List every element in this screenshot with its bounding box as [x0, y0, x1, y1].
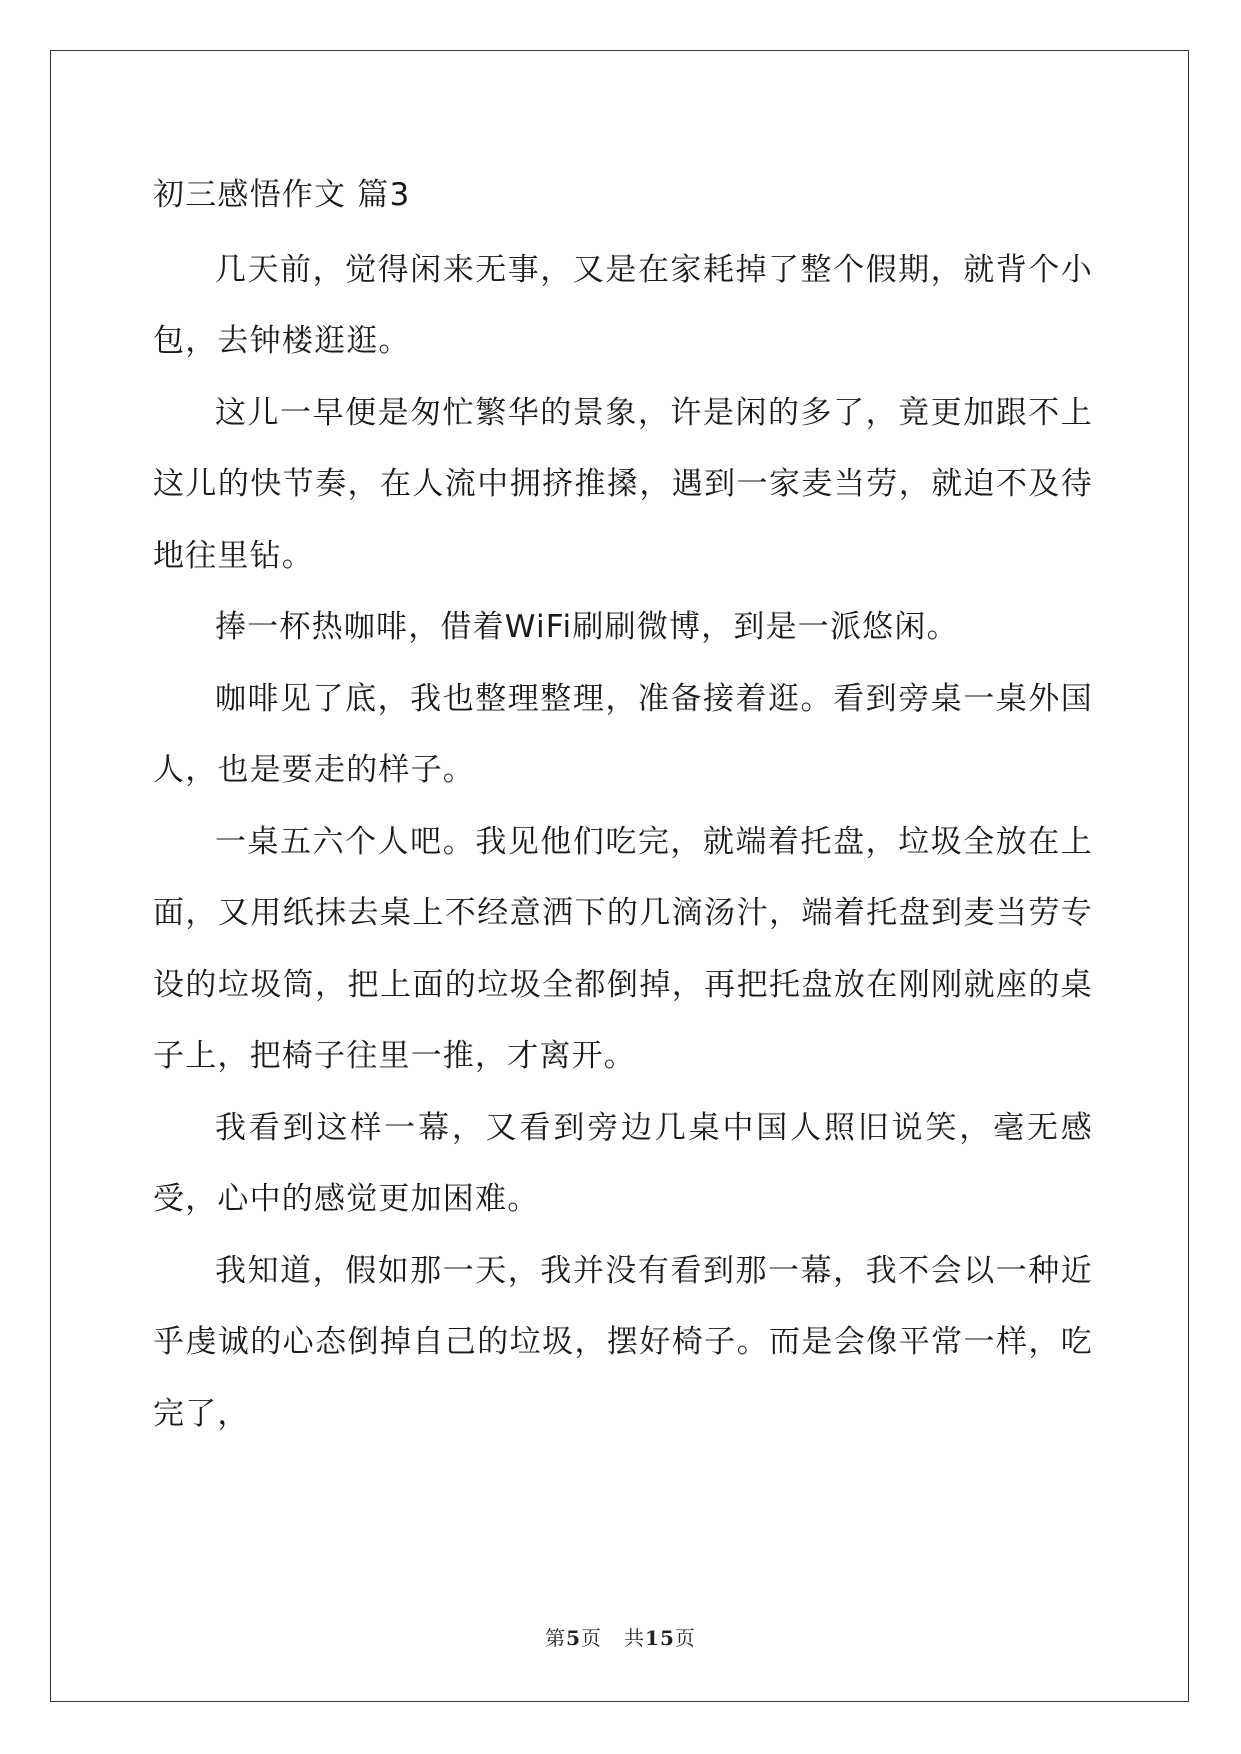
- total-suffix: 页: [674, 1626, 696, 1650]
- paragraph-4: 咖啡见了底，我也整理整理，准备接着逛。看到旁桌一桌外国人，也是要走的样子。: [153, 680, 1093, 788]
- paragraph-5: 一桌五六个人吧。我见他们吃完，就端着托盘，垃圾全放在上面，又用纸抹去桌上不经意洒下的几滴汤汁，端着托盘到麦当劳专设的垃圾筒，把上面的垃圾全都倒掉，再把托盘放在刚刚就座的桌子上，把椅子往里一推，才离开。: [153, 823, 1093, 1074]
- total-pages: 15: [645, 1626, 675, 1650]
- paragraph-3: 捧一杯热咖啡，借着WiFi刷刷微博，到是一派悠闲。: [215, 609, 959, 645]
- paragraph-6: 我看到这样一幕，又看到旁边几桌中国人照旧说笑，毫无感受，心中的感觉更加困难。: [153, 1109, 1093, 1217]
- page-footer: [0, 1622, 1241, 1651]
- paragraph-1: 几天前，觉得闲来无事，又是在家耗掉了整个假期，就背个小包，去钟楼逛逛。: [153, 251, 1093, 359]
- page-suffix: 页: [581, 1626, 603, 1650]
- document-title: 初三感悟作文 篇3: [153, 177, 411, 213]
- page-number: 5: [566, 1626, 582, 1650]
- total-prefix: 共: [624, 1626, 646, 1650]
- page-prefix: 第: [545, 1626, 567, 1650]
- document-body: [153, 160, 1093, 1450]
- paragraph-7: 我知道，假如那一天，我并没有看到那一幕，我不会以一种近乎虔诚的心态倒掉自己的垃圾，摆好椅子。而是会像平常一样，吃完了，: [153, 1252, 1093, 1432]
- paragraph-2: 这儿一早便是匆忙繁华的景象，许是闲的多了，竟更加跟不上这儿的快节奏，在人流中拥挤推搡，遇到一家麦当劳，就迫不及待地往里钻。: [153, 394, 1093, 574]
